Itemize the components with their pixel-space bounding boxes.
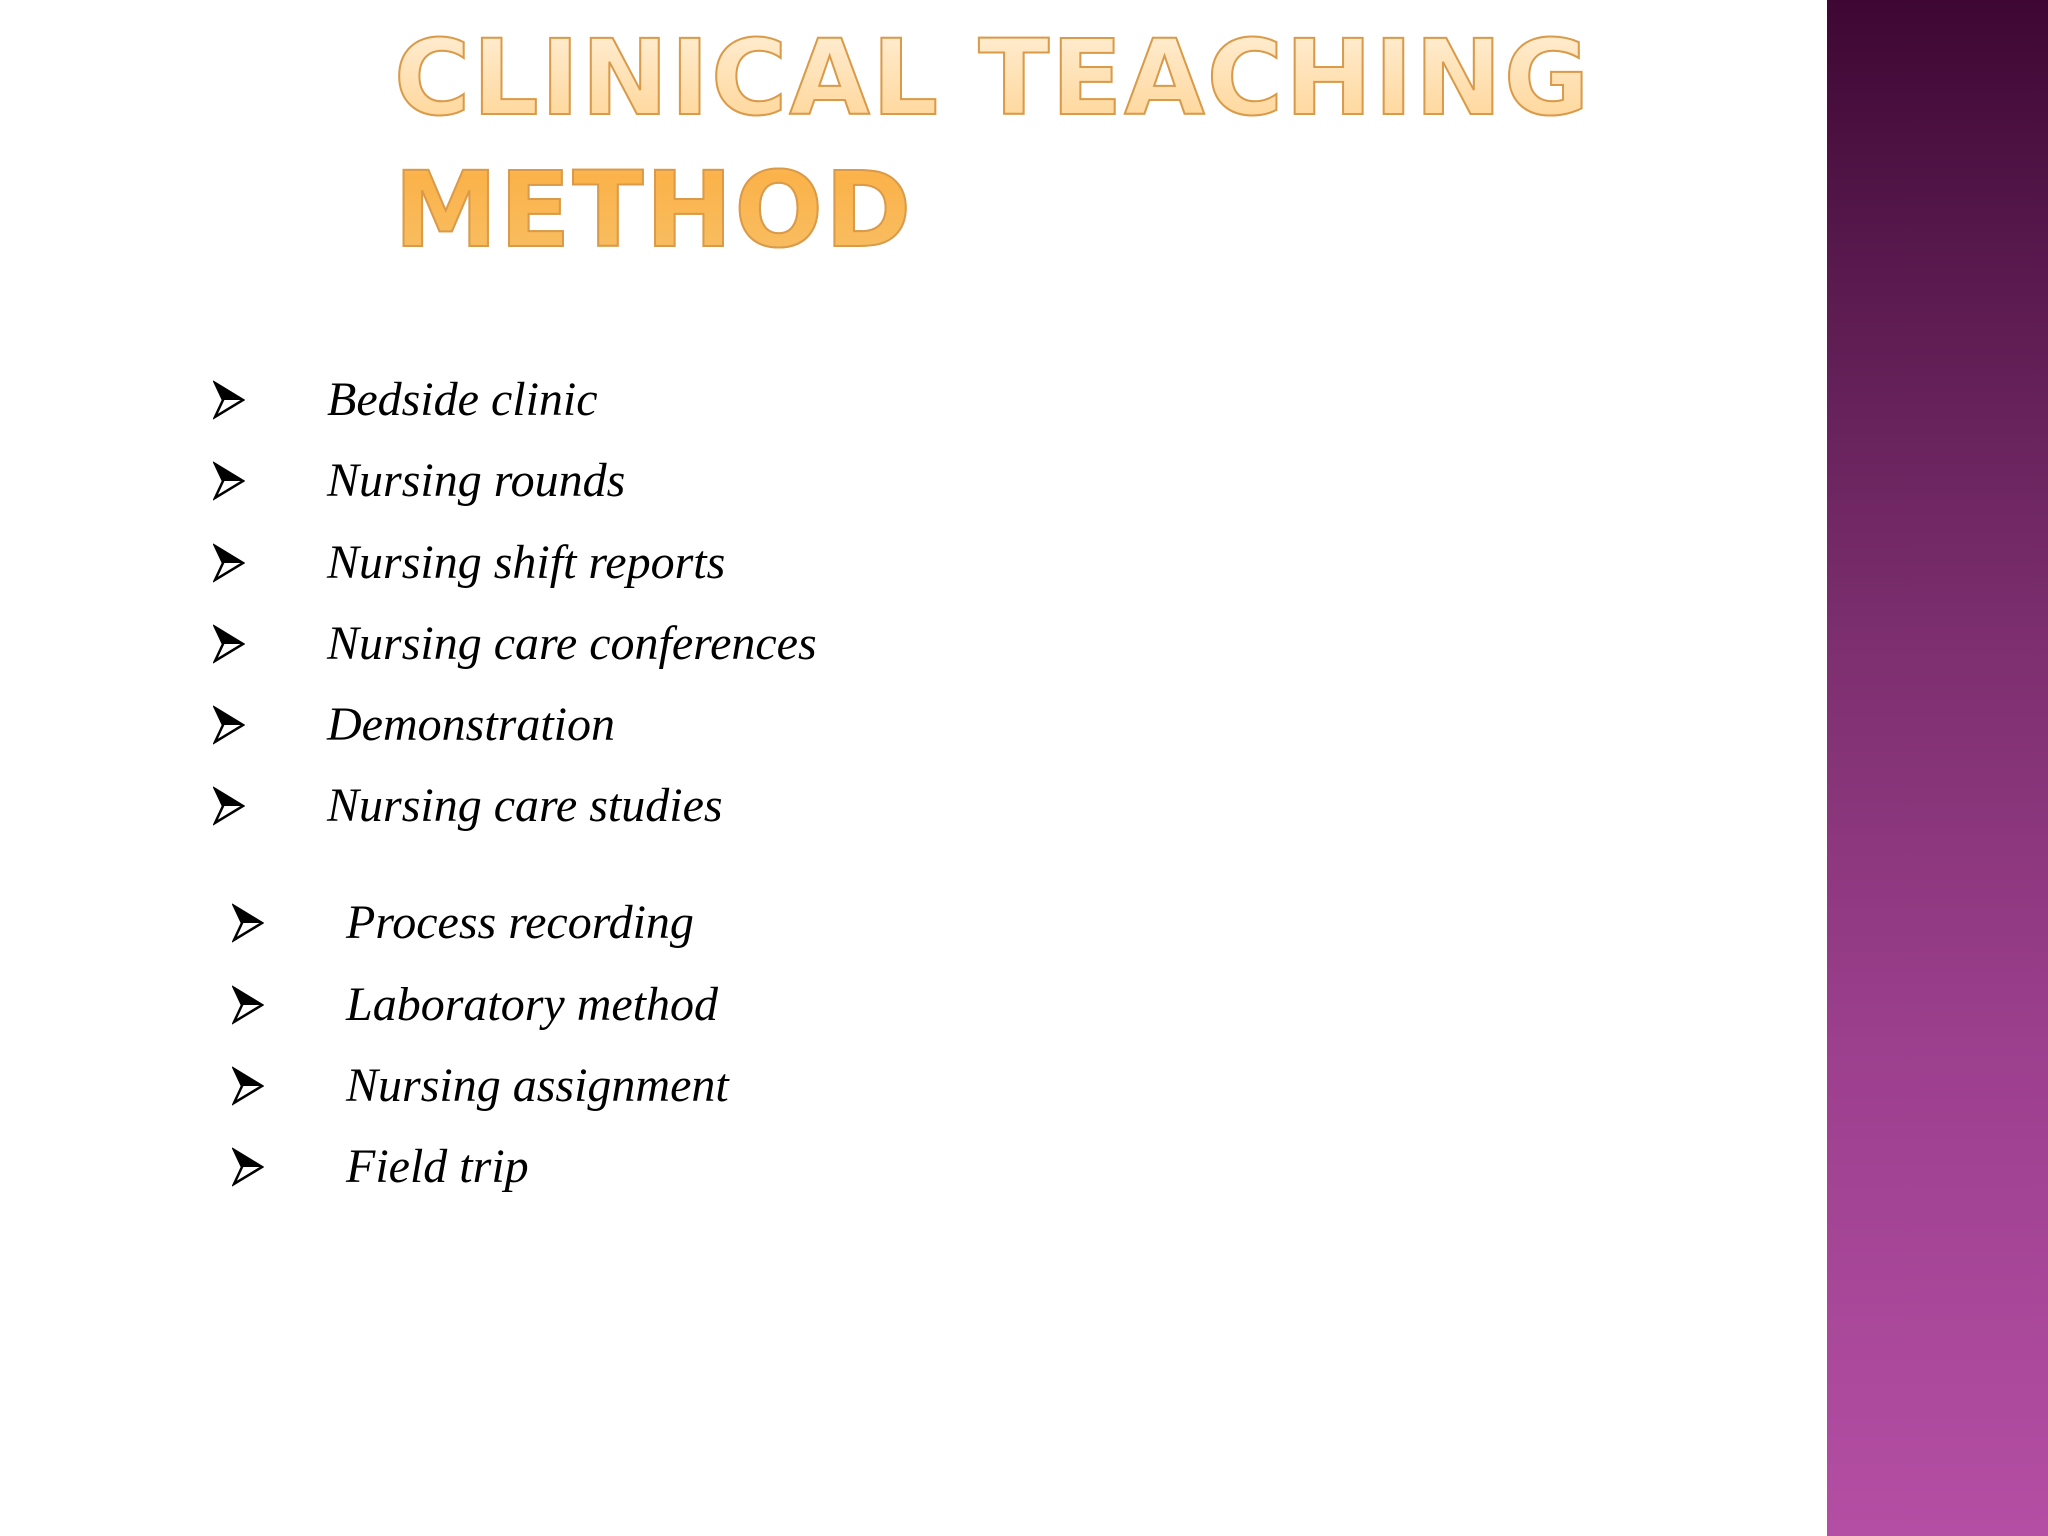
arrowhead-bullet-icon <box>232 903 264 943</box>
list-item-label: Nursing care studies <box>327 779 723 832</box>
list-item-label: Laboratory method <box>346 978 718 1031</box>
arrowhead-bullet-icon <box>213 624 245 664</box>
decorative-side-band <box>1827 0 2048 1536</box>
list-item-label: Field trip <box>346 1140 529 1193</box>
list-item-label: Nursing rounds <box>327 454 626 507</box>
arrowhead-bullet-icon <box>213 705 245 745</box>
arrowhead-bullet-icon <box>232 1147 264 1187</box>
list-item-label: Nursing assignment <box>346 1059 729 1112</box>
list-item-label: Demonstration <box>327 698 615 751</box>
list-item-label: Bedside clinic <box>327 373 598 426</box>
arrowhead-bullet-icon <box>213 461 245 501</box>
slide-title: CLINICAL TEACHING METHOD <box>394 12 1594 276</box>
list-item-label: Nursing care conferences <box>327 617 817 670</box>
arrowhead-bullet-icon <box>213 380 245 420</box>
arrowhead-bullet-icon <box>232 985 264 1025</box>
arrowhead-bullet-icon <box>213 786 245 826</box>
arrowhead-bullet-icon <box>232 1066 264 1106</box>
arrowhead-bullet-icon <box>213 543 245 583</box>
list-item-label: Process recording <box>346 896 694 949</box>
list-item-label: Nursing shift reports <box>327 536 726 589</box>
